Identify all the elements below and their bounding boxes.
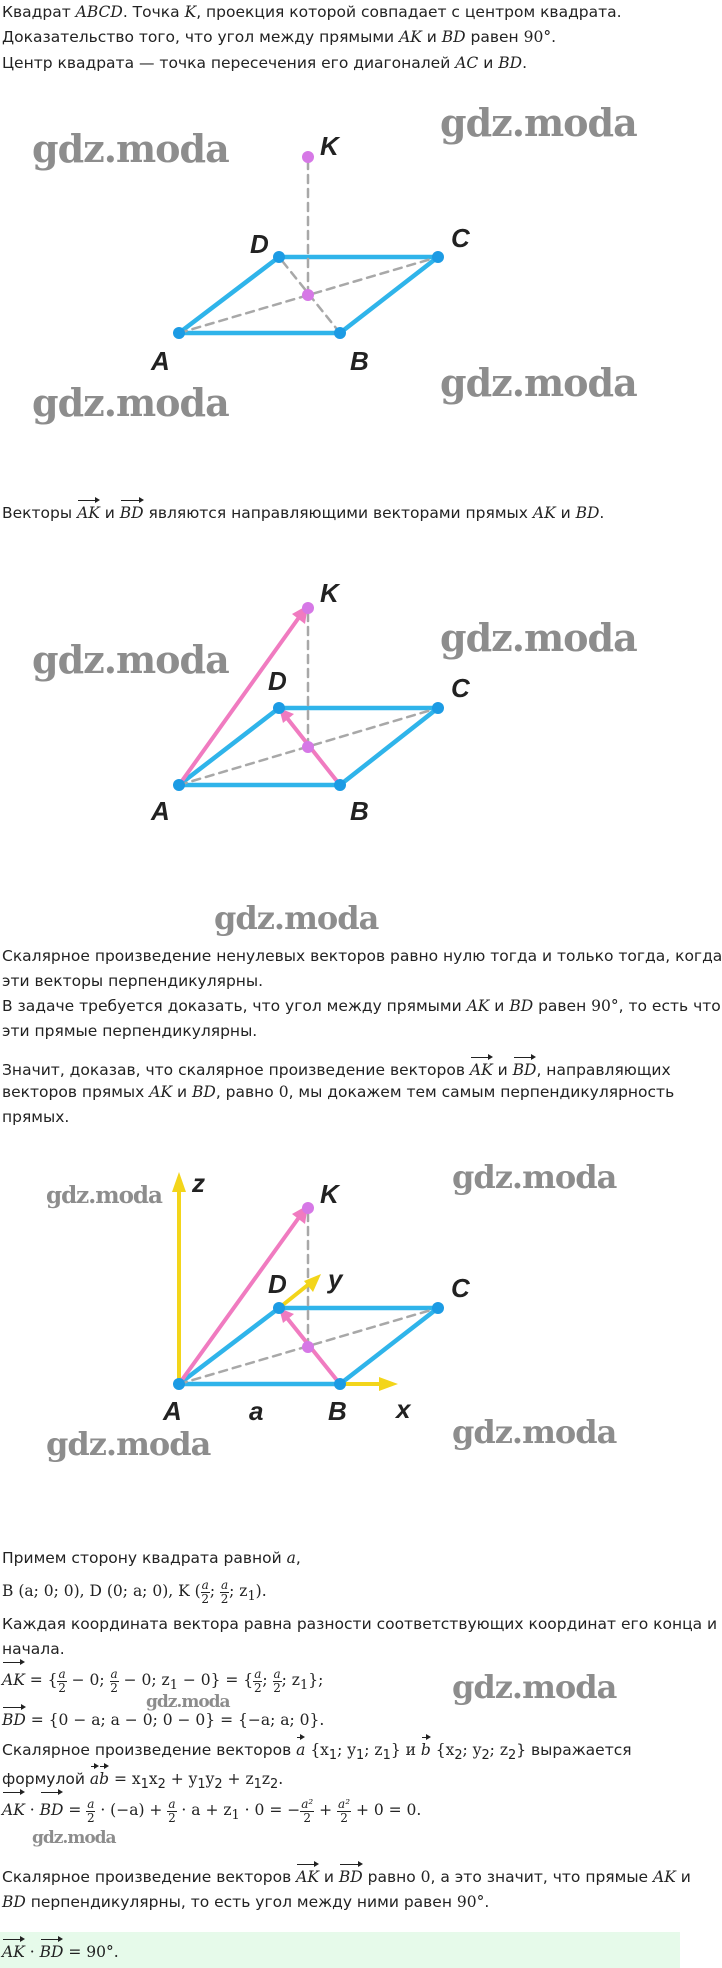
vector: b bbox=[421, 1735, 431, 1763]
math: − 0} = { bbox=[177, 1671, 254, 1689]
vector-AK bbox=[179, 616, 300, 785]
fraction bbox=[57, 1668, 66, 1695]
figure-coordinates bbox=[0, 1160, 680, 1435]
watermark: gdz.moda bbox=[46, 1425, 211, 1463]
t: перпендикулярны, то есть угол между ними равен bbox=[25, 1893, 457, 1911]
numerator: a bbox=[254, 1666, 262, 1681]
watermark: gdz.moda bbox=[440, 100, 637, 145]
t: и bbox=[492, 1061, 513, 1079]
math: }; bbox=[308, 1671, 324, 1689]
numerator: a² bbox=[301, 1796, 314, 1811]
t: В задаче требуется доказать, что угол между прямыми bbox=[2, 997, 467, 1015]
subscript: 2 bbox=[270, 1777, 279, 1793]
math: 90° bbox=[456, 1893, 485, 1911]
arrowhead-z bbox=[172, 1172, 186, 1192]
math: 90° bbox=[523, 28, 552, 46]
vector: AK bbox=[2, 1790, 25, 1827]
math: = { bbox=[24, 1671, 58, 1689]
t: Векторы bbox=[2, 504, 78, 522]
math: 0 bbox=[420, 1868, 431, 1886]
subscript: 1 bbox=[140, 1777, 149, 1793]
vector: a bbox=[90, 1764, 99, 1792]
label-K: K bbox=[320, 578, 339, 608]
point-C bbox=[432, 1302, 444, 1314]
math: · a + z bbox=[176, 1801, 232, 1819]
t: Квадрат bbox=[2, 3, 76, 21]
math: AK bbox=[653, 1868, 676, 1886]
point-O bbox=[302, 1341, 314, 1353]
denominator: 2 bbox=[303, 1810, 312, 1825]
watermark: gdz.moda bbox=[452, 1668, 617, 1706]
t: Доказательство того, что угол между прямыми bbox=[2, 28, 400, 46]
arrowhead-x bbox=[379, 1377, 398, 1391]
subscript: 2 bbox=[508, 1748, 517, 1764]
t: равно bbox=[362, 1868, 421, 1886]
label-K: K bbox=[320, 1179, 339, 1209]
math: = {0 − a; a − 0; 0 − 0} = {−a; a; 0}. bbox=[25, 1711, 325, 1729]
subscript: 1 bbox=[231, 1808, 240, 1824]
math: · (−a) + bbox=[95, 1801, 168, 1819]
vector: a bbox=[296, 1735, 305, 1763]
label-B: B bbox=[350, 796, 369, 826]
math: 0 bbox=[278, 1083, 289, 1101]
math: ; z bbox=[281, 1671, 300, 1689]
vector: AK bbox=[2, 1660, 25, 1697]
point-D bbox=[273, 702, 285, 714]
fraction bbox=[273, 1668, 282, 1695]
text-line: Скалярное произведение ненулевых векторов равно нулю тогда и только тогда, когда bbox=[2, 947, 722, 965]
point-O bbox=[302, 289, 314, 301]
formula-line bbox=[2, 1790, 421, 1833]
label-B: B bbox=[350, 346, 369, 376]
numerator: a bbox=[220, 1577, 229, 1592]
denominator: 2 bbox=[201, 1591, 210, 1606]
label-D: D bbox=[268, 1269, 287, 1299]
math: + 0 = 0. bbox=[351, 1801, 422, 1819]
math: BD bbox=[575, 504, 600, 522]
math: B (a; 0; 0), D (0; a; 0), K ( bbox=[2, 1582, 201, 1600]
denominator: 2 bbox=[58, 1680, 66, 1695]
answer-line bbox=[2, 1937, 119, 1965]
math: AK bbox=[466, 997, 490, 1015]
edge-AD bbox=[179, 1308, 279, 1384]
point-B bbox=[334, 1378, 346, 1390]
denominator: 2 bbox=[110, 1680, 118, 1695]
subscript: 1 bbox=[382, 1748, 391, 1764]
point-K bbox=[302, 1202, 314, 1214]
watermark: gdz.moda bbox=[32, 380, 229, 425]
formula-line bbox=[2, 1660, 323, 1703]
text-line: Каждая координата вектора равна разности соответствующих координат его конца и bbox=[2, 1615, 718, 1633]
math: − 0; bbox=[66, 1671, 110, 1689]
label-K: K bbox=[320, 131, 339, 161]
text-line bbox=[2, 1862, 691, 1890]
watermark: gdz.moda bbox=[452, 1413, 617, 1451]
fraction bbox=[253, 1668, 262, 1695]
t: , а это значит, что прямые bbox=[430, 1868, 654, 1886]
t: Значит, доказав, что скалярное произведение векторов bbox=[2, 1061, 470, 1079]
t: и bbox=[478, 54, 499, 72]
math: ; z bbox=[489, 1741, 508, 1759]
text-line: прямых. bbox=[2, 1108, 70, 1126]
vector-AK bbox=[179, 1216, 300, 1384]
t: равен bbox=[465, 28, 524, 46]
vector: BD bbox=[40, 1937, 64, 1965]
watermark: gdz.moda bbox=[46, 1182, 162, 1209]
text-line: начала. bbox=[2, 1640, 65, 1658]
text-line bbox=[2, 0, 622, 25]
point-K bbox=[302, 151, 314, 163]
edge-AD bbox=[179, 257, 279, 333]
t: и bbox=[99, 504, 120, 522]
t: Скалярное произведение векторов bbox=[2, 1741, 297, 1759]
vector: AK bbox=[470, 1055, 493, 1083]
math: − 0; z bbox=[118, 1671, 170, 1689]
edge-AD bbox=[179, 708, 279, 785]
math: 90° bbox=[591, 997, 619, 1015]
numerator: a bbox=[87, 1796, 95, 1811]
text-line bbox=[2, 51, 527, 76]
label-a: a bbox=[249, 1396, 264, 1426]
math: ). bbox=[255, 1582, 267, 1600]
vector: AK bbox=[2, 1937, 25, 1965]
t: формулой bbox=[2, 1770, 90, 1788]
math: AC bbox=[455, 54, 479, 72]
text-line bbox=[2, 1080, 674, 1105]
vector: BD bbox=[40, 1790, 64, 1827]
label-C: C bbox=[451, 1273, 470, 1303]
math: BD bbox=[498, 54, 523, 72]
watermark: gdz.moda bbox=[440, 360, 637, 405]
figure-square-pyramid bbox=[0, 120, 680, 380]
t: . bbox=[522, 54, 527, 72]
t: , направляющих bbox=[536, 1061, 671, 1079]
t: Скалярное произведение векторов bbox=[2, 1868, 297, 1886]
vector: BD bbox=[120, 498, 144, 526]
point-D bbox=[273, 251, 285, 263]
numerator: a bbox=[110, 1666, 118, 1681]
math: ; y bbox=[337, 1741, 357, 1759]
text-line bbox=[2, 1055, 671, 1083]
subscript: 1 bbox=[356, 1748, 365, 1764]
math: z bbox=[261, 1770, 271, 1788]
watermark: gdz.moda bbox=[214, 899, 379, 937]
subscript: 2 bbox=[481, 1748, 490, 1764]
label-x: x bbox=[396, 1394, 411, 1424]
watermark: gdz.moda bbox=[440, 615, 637, 660]
point-K bbox=[302, 602, 314, 614]
math: {x bbox=[305, 1741, 329, 1759]
formula-line bbox=[2, 1574, 267, 1614]
point-C bbox=[432, 251, 444, 263]
math: AK bbox=[149, 1083, 173, 1101]
point-A bbox=[173, 327, 185, 339]
math: + y bbox=[165, 1770, 198, 1788]
watermark: gdz.moda bbox=[452, 1158, 617, 1196]
label-C: C bbox=[451, 673, 470, 703]
point-O bbox=[302, 741, 314, 753]
math: = bbox=[63, 1801, 87, 1819]
t: векторов прямых bbox=[2, 1083, 150, 1101]
denominator: 2 bbox=[220, 1591, 229, 1606]
text-line: эти прямые перпендикулярны. bbox=[2, 1022, 258, 1040]
math: } и bbox=[390, 1741, 421, 1759]
watermark: gdz.moda bbox=[32, 637, 229, 682]
subscript: 2 bbox=[157, 1777, 166, 1793]
t: } выражается bbox=[516, 1741, 632, 1759]
subscript: 1 bbox=[169, 1678, 178, 1694]
subscript: 1 bbox=[328, 1748, 338, 1764]
text-line bbox=[2, 1890, 489, 1915]
t: Центр квадрата — точка пересечения его диагоналей bbox=[2, 54, 456, 72]
math: ; y bbox=[462, 1741, 482, 1759]
numerator: a bbox=[168, 1796, 176, 1811]
math: a bbox=[286, 1549, 296, 1567]
label-y: y bbox=[328, 1264, 343, 1294]
t: , проекция которой совпадает с центром квадрата. bbox=[196, 3, 622, 21]
label-B: B bbox=[328, 1396, 347, 1426]
math: y bbox=[205, 1770, 215, 1788]
t: Примем сторону квадрата равной bbox=[2, 1549, 287, 1567]
math: ; bbox=[209, 1582, 220, 1600]
label-C: C bbox=[451, 223, 470, 253]
numerator: a bbox=[201, 1577, 209, 1592]
fraction bbox=[110, 1668, 119, 1695]
math: BD bbox=[441, 28, 466, 46]
denominator: 2 bbox=[273, 1680, 281, 1695]
point-C bbox=[432, 702, 444, 714]
label-A: A bbox=[163, 1396, 182, 1426]
fraction bbox=[220, 1579, 229, 1606]
t: , мы докажем тем самым перпендикулярность bbox=[288, 1083, 675, 1101]
math: {x bbox=[430, 1741, 455, 1759]
math: = x bbox=[109, 1770, 141, 1788]
vector: BD bbox=[2, 1705, 26, 1733]
math: x bbox=[148, 1770, 158, 1788]
watermark: gdz.moda bbox=[32, 126, 229, 171]
vector: BD bbox=[513, 1055, 537, 1083]
text-line bbox=[2, 25, 556, 50]
math: ; z bbox=[229, 1582, 248, 1600]
text-line: эти векторы перпендикулярны. bbox=[2, 972, 264, 990]
t: и bbox=[318, 1868, 339, 1886]
label-A: A bbox=[151, 796, 170, 826]
math: = 90°. bbox=[63, 1943, 119, 1961]
t: . bbox=[551, 28, 557, 46]
math: + z bbox=[222, 1770, 254, 1788]
numerator: a² bbox=[338, 1796, 351, 1811]
vector: BD bbox=[339, 1862, 363, 1890]
denominator: 2 bbox=[253, 1680, 262, 1695]
numerator: a bbox=[58, 1666, 66, 1681]
denominator: 2 bbox=[86, 1810, 95, 1825]
text-line bbox=[2, 1546, 301, 1571]
math: · bbox=[24, 1943, 40, 1961]
point-A bbox=[173, 779, 185, 791]
subscript: 1 bbox=[299, 1678, 309, 1694]
point-D bbox=[273, 1302, 285, 1314]
math: ; z bbox=[364, 1741, 383, 1759]
vector: b bbox=[99, 1764, 109, 1792]
label-D: D bbox=[250, 229, 269, 259]
figure-vectors bbox=[0, 570, 680, 830]
formula-line bbox=[2, 1705, 324, 1733]
point-A bbox=[173, 1378, 185, 1390]
point-B bbox=[334, 779, 346, 791]
vector: AK bbox=[77, 498, 100, 526]
t: и bbox=[489, 997, 510, 1015]
math: · 0 = − bbox=[239, 1801, 301, 1819]
t: , равно bbox=[215, 1083, 279, 1101]
math: · bbox=[24, 1801, 40, 1819]
t: . bbox=[484, 1893, 490, 1911]
math: ABCD bbox=[75, 3, 123, 21]
label-D: D bbox=[268, 666, 287, 696]
math: AK bbox=[399, 28, 422, 46]
watermark: gdz.moda bbox=[32, 1828, 116, 1848]
subscript: 1 bbox=[247, 1589, 256, 1605]
point-B bbox=[334, 327, 346, 339]
subscript: 1 bbox=[197, 1777, 206, 1793]
label-A: A bbox=[151, 346, 170, 376]
text-line bbox=[2, 498, 604, 526]
t: , то есть что bbox=[618, 997, 721, 1015]
math: + bbox=[314, 1801, 338, 1819]
edge-BC bbox=[340, 1308, 438, 1384]
fraction bbox=[300, 1798, 314, 1825]
watermark: gdz.moda bbox=[146, 1692, 230, 1712]
t: . bbox=[599, 504, 605, 522]
fraction bbox=[167, 1798, 176, 1825]
t: и bbox=[172, 1083, 192, 1101]
math: AK bbox=[532, 504, 556, 522]
t: , bbox=[295, 1549, 301, 1567]
numerator: a bbox=[273, 1666, 281, 1681]
subscript: 2 bbox=[214, 1777, 223, 1793]
edge-BC bbox=[340, 257, 438, 333]
t: являются направляющими векторами прямых bbox=[143, 504, 533, 522]
arrowhead-y bbox=[304, 1274, 321, 1292]
edge-BC bbox=[340, 708, 438, 785]
t: равен bbox=[533, 997, 592, 1015]
label-z: z bbox=[192, 1168, 205, 1198]
text-line bbox=[2, 994, 721, 1019]
vector: AK bbox=[296, 1862, 319, 1890]
t: . Точка bbox=[122, 3, 185, 21]
t: и bbox=[421, 28, 442, 46]
t: и bbox=[675, 1868, 691, 1886]
math: ; bbox=[262, 1671, 273, 1689]
denominator: 2 bbox=[340, 1810, 348, 1825]
denominator: 2 bbox=[168, 1810, 176, 1825]
subscript: 2 bbox=[454, 1748, 463, 1764]
math: BD bbox=[509, 997, 534, 1015]
math: K bbox=[184, 3, 197, 21]
fraction bbox=[201, 1579, 210, 1606]
math: BD bbox=[191, 1083, 216, 1101]
math: . bbox=[278, 1770, 284, 1788]
subscript: 1 bbox=[253, 1777, 262, 1793]
t: и bbox=[555, 504, 576, 522]
fraction bbox=[337, 1798, 351, 1825]
math: BD bbox=[2, 1893, 26, 1911]
